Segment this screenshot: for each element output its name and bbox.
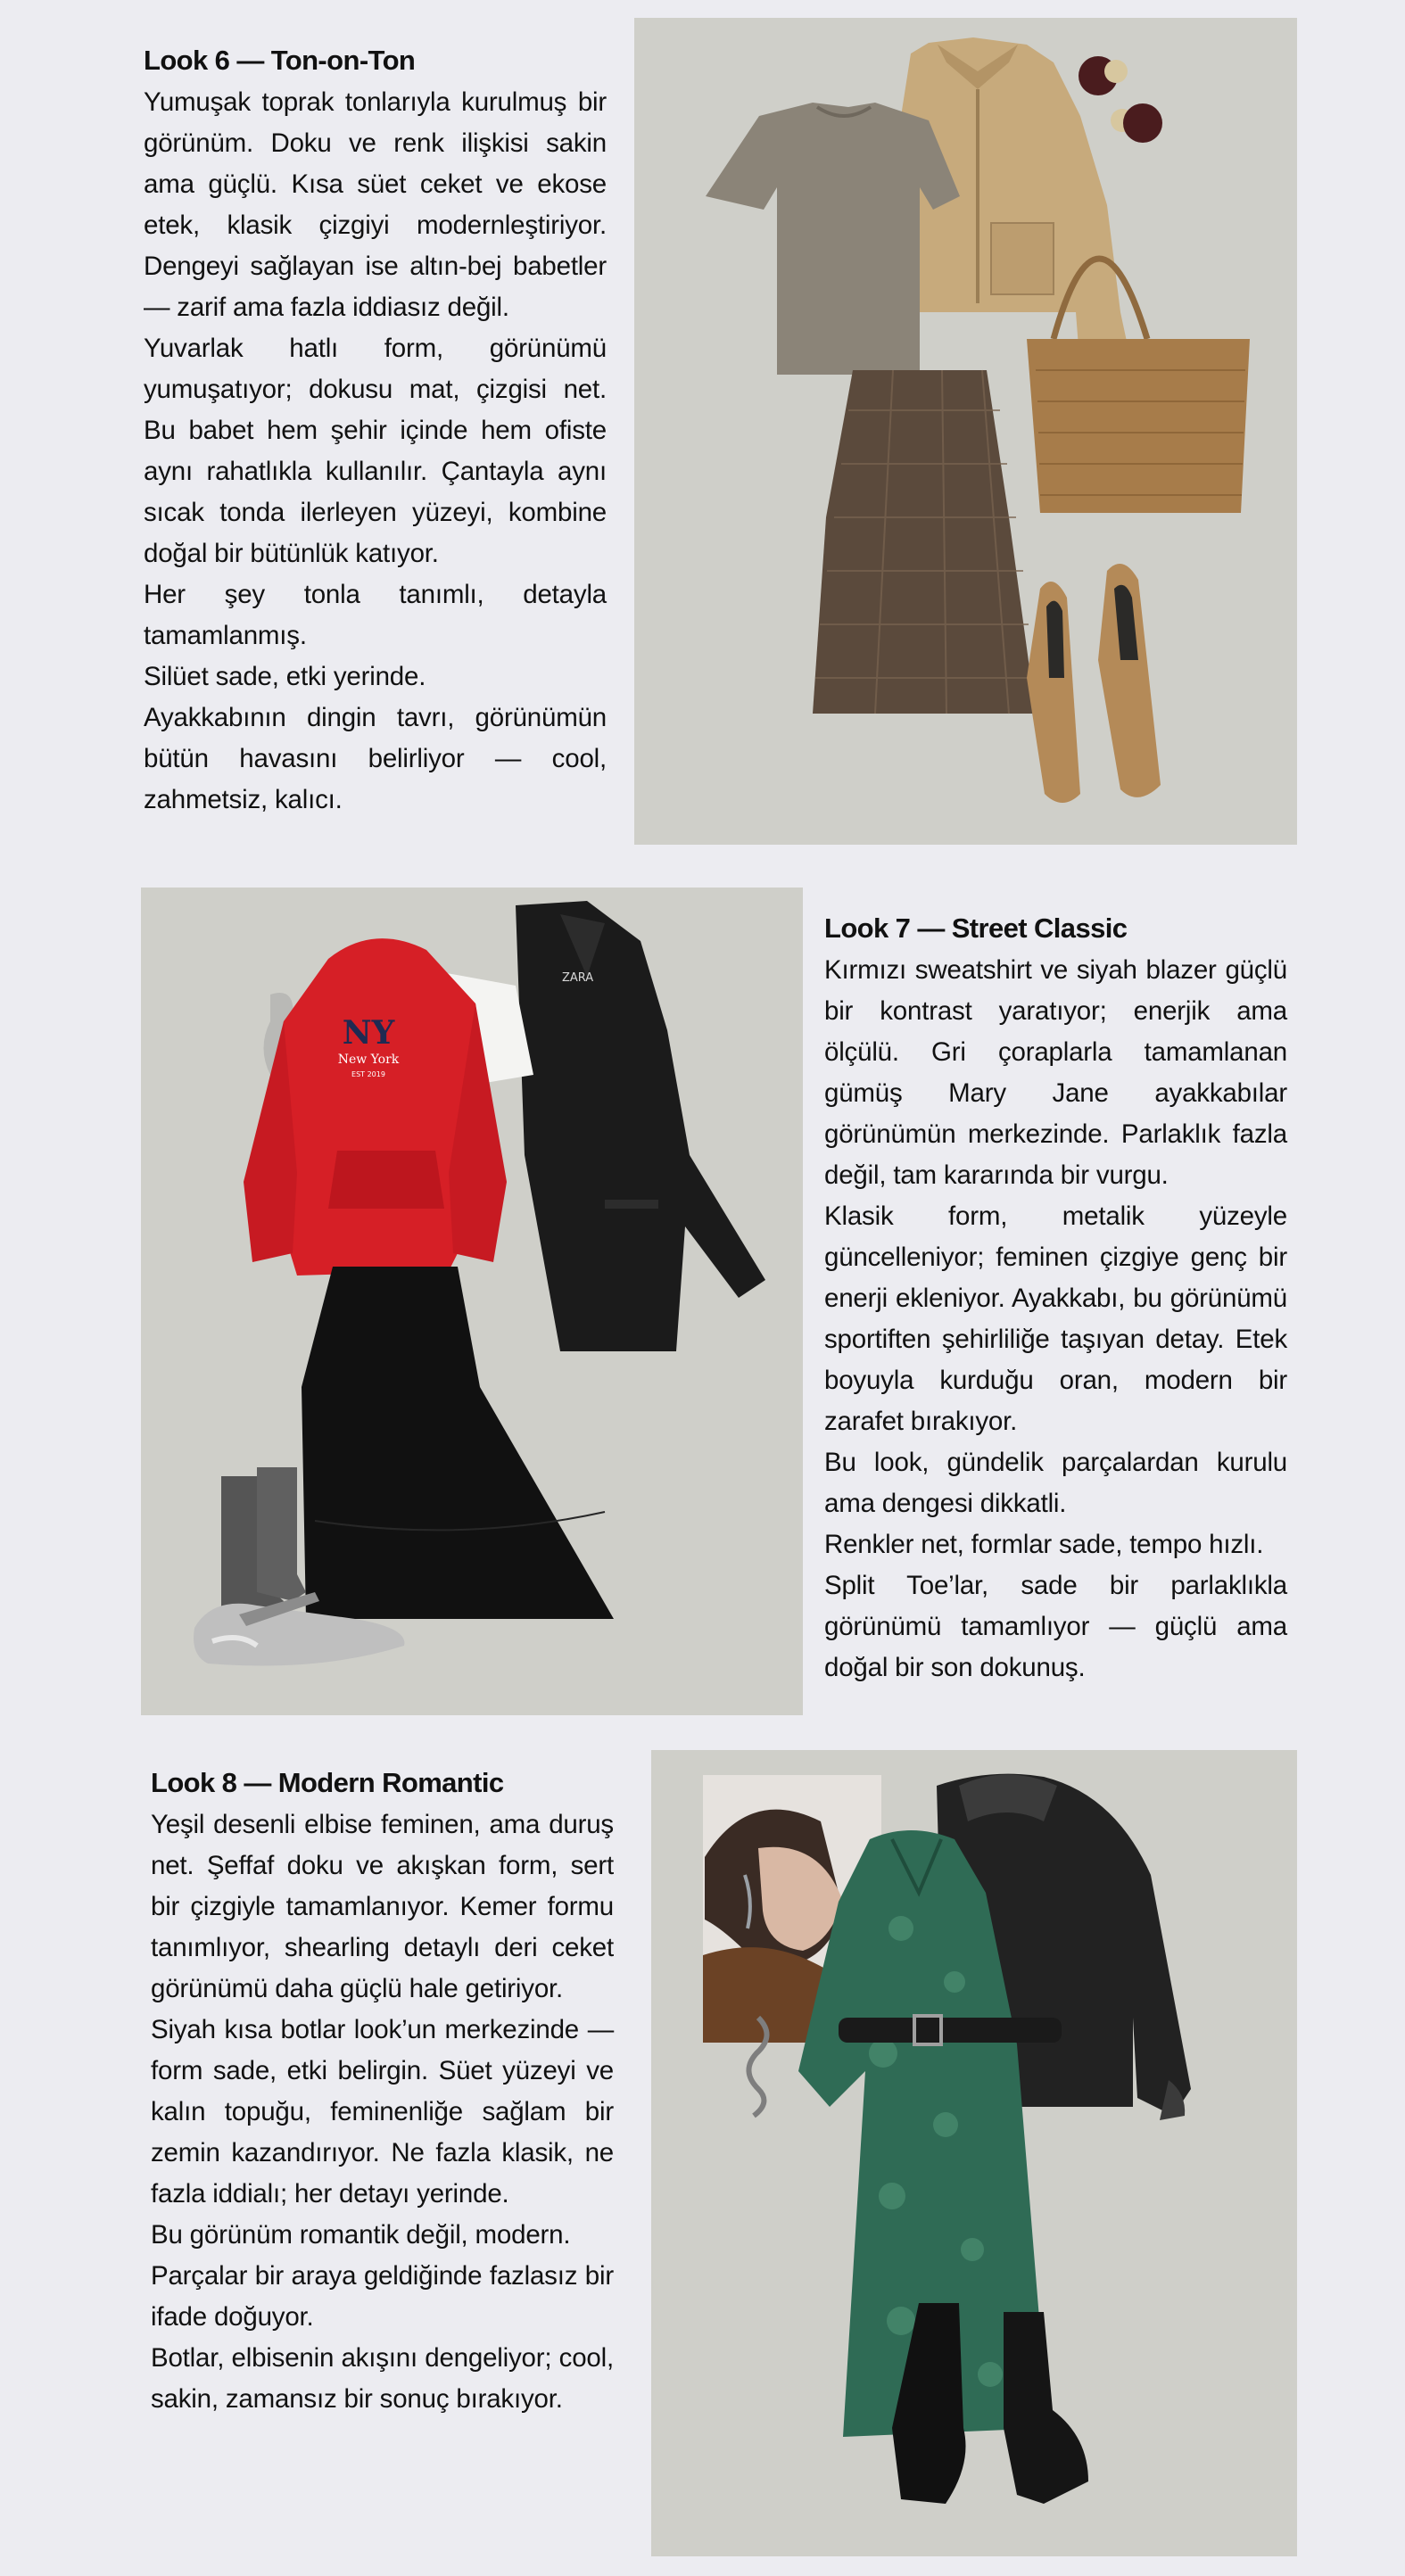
look-6-paragraph: Yuvarlak hatlı form, görünümü yumuşatıyor; dokusu mat, çizgisi net. Bu babet hem şehir içinde hem ofiste aynı rahatlıkla kullanılır. Çantayla aynı sıcak tonda ilerleyen yüzeyi, kombine doğal bir bütünlük katıyor. [144, 334, 607, 568]
look-6-paragraph: Her şey tonla tanımlı, detayla tamamlanmış. [144, 580, 607, 650]
look-8-paragraph: Parçalar bir araya geldiğinde fazlasız bir ifade doğuyor. [151, 2261, 614, 2332]
beige-ballet-flats-image [1027, 564, 1161, 803]
look-7-text [824, 907, 1287, 1688]
look-7-collage [141, 888, 803, 1715]
sweatshirt-print-big: NY [342, 1014, 395, 1052]
blazer-label: ZARA [562, 971, 594, 985]
look-7-title: Look 7 — Street Classic [824, 912, 1128, 944]
look-7-paragraph: Renkler net, formlar sade, tempo hızlı. [824, 1530, 1264, 1559]
look-8-paragraph: Botlar, elbisenin akışını dengeliyor; cool, sakin, zamansız bir sonuç bırakıyor. [151, 2343, 614, 2414]
look-8-paragraph: Siyah kısa botlar look’un merkezinde — form sade, etki belirgin. Süet yüzeyi ve kalın topuğu, feminenliğe sağlam bir zemin kazandırıyor. Ne fazla klasik, ne fazla iddialı; her detayı yerinde. [151, 2015, 614, 2209]
look-6-paragraph: Ayakkabının dingin tavrı, görünümün bütün havasını belirliyor — cool, zahmetsiz, kalıcı. [144, 703, 607, 814]
look-8-paragraph: Yeşil desenli elbise feminen, ama duruş net. Şeffaf doku ve akışkan form, sert bir çizgiyle tamamlanıyor. Kemer formu tanımlıyor, shearling detaylı deri ceket görünümü daha güçlü hale getiriyor. [151, 1810, 614, 2003]
look-7-paragraph: Bu look, gündelik parçalardan kurulu ama dengesi dikkatli. [824, 1448, 1287, 1518]
look-6-paragraph: Silüet sade, etki yerinde. [144, 662, 426, 691]
black-woven-belt-image [839, 2016, 1062, 2044]
look-6-paragraph: Yumuşak toprak tonlarıyla kurulmuş bir görünüm. Doku ve renk ilişkisi sakin ama güçlü. Kısa süet ceket ve ekose etek, klasik çizgiyi modernleştiriyor. Dengeyi sağlayan ise altın-bej babetler — zarif ama fazla iddiasız değil. [144, 87, 607, 322]
look-8-title: Look 8 — Modern Romantic [151, 1767, 504, 1798]
look-8-collage [651, 1750, 1297, 2556]
look-7-paragraph: Split Toe’lar, sade bir parlaklıkla görünümü tamamlıyor — güçlü ama doğal bir son dokunuş. [824, 1571, 1287, 1682]
sweatshirt-print-small: EST 2019 [351, 1070, 385, 1078]
look-7-paragraph: Klasik form, metalik yüzeyle güncelleniyor; feminen çizgiye genç bir enerji ekleniyor. Ayakkabı, bu görünümü sportiften şehirliliğe taşıyan detay. Etek boyuyla kurduğu oran, modern bir zarafet bırakıyor. [824, 1201, 1287, 1436]
look-6-text [144, 39, 607, 821]
look-7-paragraph: Kırmızı sweatshirt ve siyah blazer güçlü bir kontrast yaratıyor; enerjik ama ölçülü. Gri çoraplarla tamamlanan gümüş Mary Jane ayakkabılar görünümün merkezinde. Parlaklık fazla değil, tam kararında bir vurgu. [824, 955, 1287, 1190]
look-8-text [151, 1762, 614, 2420]
earrings-image [1079, 56, 1162, 143]
sweatshirt-print-line: New York [337, 1053, 400, 1067]
plaid-skirt-image [813, 370, 1036, 714]
look-8-paragraph: Bu görünüm romantik değil, modern. [151, 2220, 571, 2250]
black-blazer-image [516, 901, 765, 1351]
look-6-title: Look 6 — Ton-on-Ton [144, 45, 416, 76]
look-6-collage [634, 18, 1297, 845]
